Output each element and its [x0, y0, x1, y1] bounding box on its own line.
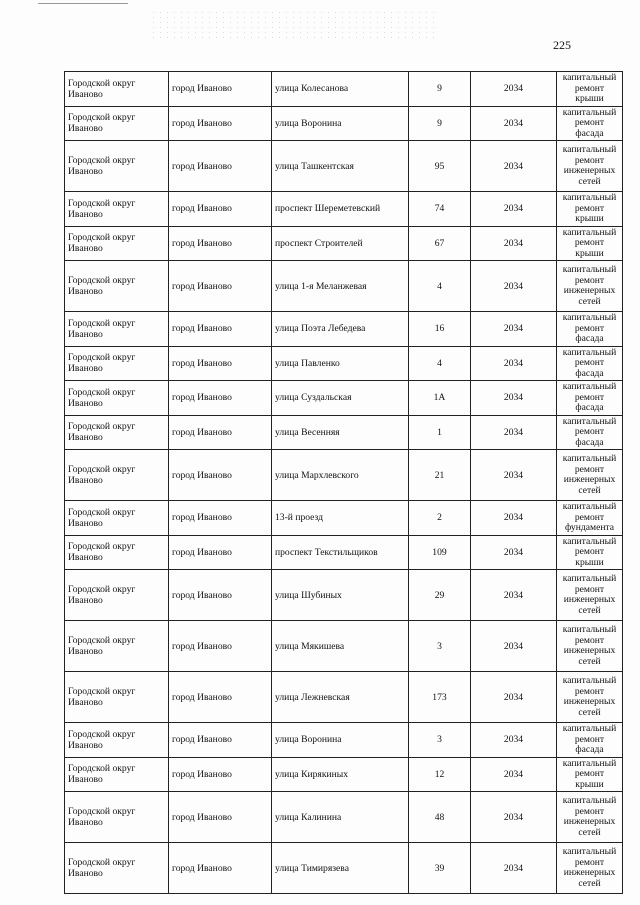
table-row	[65, 621, 623, 672]
municipality-cell: Городской округ Иваново	[65, 106, 169, 141]
city-cell: город Иваново	[169, 192, 272, 227]
municipality-cell: Городской округ Иваново	[65, 312, 169, 347]
year-cell: 2034	[471, 757, 557, 792]
table-row	[65, 792, 623, 843]
municipality-cell: Городской округ Иваново	[65, 141, 169, 192]
work-type-cell: капитальный ремонт фасада	[557, 381, 623, 416]
house-number-cell: 67	[409, 226, 471, 261]
house-number-cell: 95	[409, 141, 471, 192]
work-type-cell: капитальный ремонт фасада	[557, 415, 623, 450]
work-type-cell: капитальный ремонт инженерных сетей	[557, 792, 623, 843]
year-cell: 2034	[471, 312, 557, 347]
city-cell: город Иваново	[169, 792, 272, 843]
table-row	[65, 757, 623, 792]
municipality-cell: Городской округ Иваново	[65, 501, 169, 536]
municipality-cell: Городской округ Иваново	[65, 346, 169, 381]
municipality-cell: Городской округ Иваново	[65, 570, 169, 621]
table-row	[65, 106, 623, 141]
work-type-cell: капитальный ремонт инженерных сетей	[557, 450, 623, 501]
house-number-cell: 21	[409, 450, 471, 501]
city-cell: город Иваново	[169, 72, 272, 107]
city-cell: город Иваново	[169, 226, 272, 261]
street-cell: улица Суздальская	[272, 381, 409, 416]
city-cell: город Иваново	[169, 261, 272, 312]
work-type-cell: капитальный ремонт инженерных сетей	[557, 141, 623, 192]
year-cell: 2034	[471, 723, 557, 758]
year-cell: 2034	[471, 672, 557, 723]
city-cell: город Иваново	[169, 415, 272, 450]
year-cell: 2034	[471, 501, 557, 536]
municipality-cell: Городской округ Иваново	[65, 415, 169, 450]
table-row	[65, 723, 623, 758]
street-cell: улица Мякишева	[272, 621, 409, 672]
table-row	[65, 381, 623, 416]
table-row	[65, 72, 623, 107]
table-row	[65, 570, 623, 621]
table-row	[65, 501, 623, 536]
year-cell: 2034	[471, 346, 557, 381]
street-cell: улица Поэта Лебедева	[272, 312, 409, 347]
municipality-cell: Городской округ Иваново	[65, 226, 169, 261]
table-row	[65, 261, 623, 312]
street-cell: улица Мархлевского	[272, 450, 409, 501]
work-type-cell: капитальный ремонт фасада	[557, 106, 623, 141]
street-cell: 13-й проезд	[272, 501, 409, 536]
scan-artifact-line	[38, 3, 128, 4]
work-type-cell: капитальный ремонт инженерных сетей	[557, 843, 623, 894]
year-cell: 2034	[471, 106, 557, 141]
work-type-cell: капитальный ремонт крыши	[557, 192, 623, 227]
table-row	[65, 672, 623, 723]
year-cell: 2034	[471, 621, 557, 672]
city-cell: город Иваново	[169, 621, 272, 672]
table-row	[65, 450, 623, 501]
table-row	[65, 141, 623, 192]
house-number-cell: 39	[409, 843, 471, 894]
year-cell: 2034	[471, 141, 557, 192]
municipality-cell: Городской округ Иваново	[65, 792, 169, 843]
year-cell: 2034	[471, 843, 557, 894]
house-number-cell: 9	[409, 106, 471, 141]
city-cell: город Иваново	[169, 106, 272, 141]
municipality-cell: Городской округ Иваново	[65, 723, 169, 758]
year-cell: 2034	[471, 535, 557, 570]
municipality-cell: Городской округ Иваново	[65, 621, 169, 672]
table-row	[65, 535, 623, 570]
table-row	[65, 346, 623, 381]
work-type-cell: капитальный ремонт крыши	[557, 757, 623, 792]
year-cell: 2034	[471, 570, 557, 621]
city-cell: город Иваново	[169, 141, 272, 192]
municipality-cell: Городской округ Иваново	[65, 672, 169, 723]
year-cell: 2034	[471, 192, 557, 227]
municipality-cell: Городской округ Иваново	[65, 757, 169, 792]
year-cell: 2034	[471, 792, 557, 843]
street-cell: улица Кирякиных	[272, 757, 409, 792]
work-type-cell: капитальный ремонт инженерных сетей	[557, 570, 623, 621]
work-type-cell: капитальный ремонт инженерных сетей	[557, 672, 623, 723]
house-number-cell: 74	[409, 192, 471, 227]
work-type-cell: капитальный ремонт инженерных сетей	[557, 261, 623, 312]
work-type-cell: капитальный ремонт крыши	[557, 72, 623, 107]
city-cell: город Иваново	[169, 757, 272, 792]
work-type-cell: капитальный ремонт фасада	[557, 312, 623, 347]
city-cell: город Иваново	[169, 723, 272, 758]
table-row	[65, 192, 623, 227]
repair-schedule-table	[64, 71, 623, 894]
street-cell: проспект Строителей	[272, 226, 409, 261]
city-cell: город Иваново	[169, 346, 272, 381]
street-cell: улица Воронина	[272, 723, 409, 758]
municipality-cell: Городской округ Иваново	[65, 843, 169, 894]
municipality-cell: Городской округ Иваново	[65, 535, 169, 570]
work-type-cell: капитальный ремонт инженерных сетей	[557, 621, 623, 672]
city-cell: город Иваново	[169, 501, 272, 536]
city-cell: город Иваново	[169, 535, 272, 570]
house-number-cell: 3	[409, 621, 471, 672]
house-number-cell: 48	[409, 792, 471, 843]
street-cell: улица Весенняя	[272, 415, 409, 450]
municipality-cell: Городской округ Иваново	[65, 192, 169, 227]
page-number: 225	[553, 38, 571, 52]
house-number-cell: 12	[409, 757, 471, 792]
city-cell: город Иваново	[169, 570, 272, 621]
street-cell: улица Павленко	[272, 346, 409, 381]
street-cell: проспект Текстильщиков	[272, 535, 409, 570]
work-type-cell: капитальный ремонт крыши	[557, 535, 623, 570]
year-cell: 2034	[471, 226, 557, 261]
table-row	[65, 312, 623, 347]
year-cell: 2034	[471, 381, 557, 416]
house-number-cell: 1	[409, 415, 471, 450]
house-number-cell: 16	[409, 312, 471, 347]
street-cell: проспект Шереметевский	[272, 192, 409, 227]
municipality-cell: Городской округ Иваново	[65, 450, 169, 501]
house-number-cell: 4	[409, 346, 471, 381]
city-cell: город Иваново	[169, 672, 272, 723]
work-type-cell: капитальный ремонт фасада	[557, 346, 623, 381]
house-number-cell: 3	[409, 723, 471, 758]
house-number-cell: 9	[409, 72, 471, 107]
house-number-cell: 1А	[409, 381, 471, 416]
city-cell: город Иваново	[169, 450, 272, 501]
work-type-cell: капитальный ремонт фундамента	[557, 501, 623, 536]
table-row	[65, 415, 623, 450]
house-number-cell: 29	[409, 570, 471, 621]
work-type-cell: капитальный ремонт фасада	[557, 723, 623, 758]
street-cell: улица 1-я Меланжевая	[272, 261, 409, 312]
street-cell: улица Лежневская	[272, 672, 409, 723]
house-number-cell: 173	[409, 672, 471, 723]
year-cell: 2034	[471, 415, 557, 450]
street-cell: улица Калинина	[272, 792, 409, 843]
street-cell: улица Ташкентская	[272, 141, 409, 192]
street-cell: улица Тимирязева	[272, 843, 409, 894]
year-cell: 2034	[471, 72, 557, 107]
street-cell: улица Колесанова	[272, 72, 409, 107]
table-row	[65, 226, 623, 261]
scan-artifact-noise	[150, 10, 440, 38]
house-number-cell: 109	[409, 535, 471, 570]
street-cell: улица Шубиных	[272, 570, 409, 621]
year-cell: 2034	[471, 450, 557, 501]
city-cell: город Иваново	[169, 843, 272, 894]
municipality-cell: Городской округ Иваново	[65, 72, 169, 107]
municipality-cell: Городской округ Иваново	[65, 261, 169, 312]
municipality-cell: Городской округ Иваново	[65, 381, 169, 416]
house-number-cell: 4	[409, 261, 471, 312]
house-number-cell: 2	[409, 501, 471, 536]
work-type-cell: капитальный ремонт крыши	[557, 226, 623, 261]
table-row	[65, 843, 623, 894]
year-cell: 2034	[471, 261, 557, 312]
street-cell: улица Воронина	[272, 106, 409, 141]
city-cell: город Иваново	[169, 312, 272, 347]
city-cell: город Иваново	[169, 381, 272, 416]
